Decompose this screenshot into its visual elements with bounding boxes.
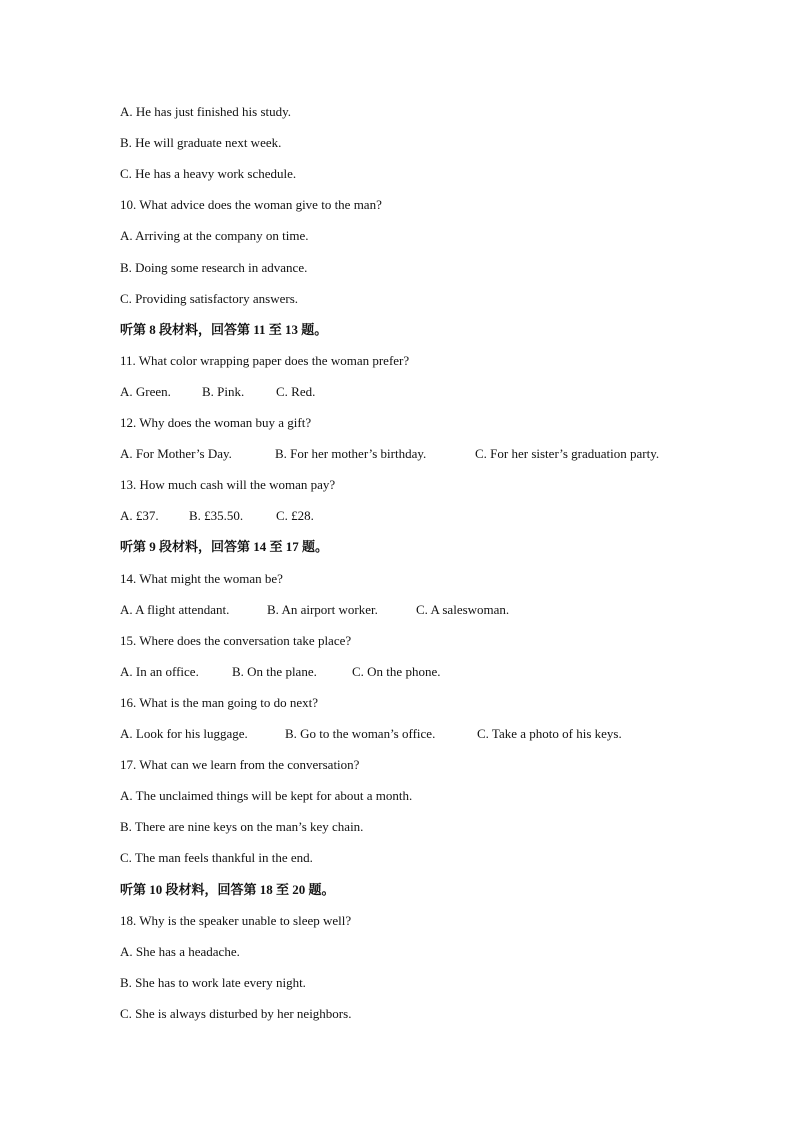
text-line: C. He has a heavy work schedule. xyxy=(120,166,297,181)
answer-option: A. In an office. xyxy=(120,664,199,679)
text-line: A. He has just finished his study. xyxy=(120,104,292,119)
text-line: B. Doing some research in advance. xyxy=(120,260,308,275)
text-line: 13. How much cash will the woman pay? xyxy=(120,477,336,492)
text-line: 11. What color wrapping paper does the woman prefer? xyxy=(120,353,410,368)
answer-option: C. £28. xyxy=(276,508,314,523)
answer-option: A. A flight attendant. xyxy=(120,602,230,617)
text-line: 14. What might the woman be? xyxy=(120,571,283,586)
text-line: 15. Where does the conversation take place? xyxy=(120,633,352,648)
text-line: B. She has to work late every night. xyxy=(120,975,306,990)
text-line: 16. What is the man going to do next? xyxy=(120,695,318,710)
text-line: 10. What advice does the woman give to the man? xyxy=(120,197,382,212)
answer-option: B. £35.50. xyxy=(189,508,244,523)
answer-option: C. Red. xyxy=(276,384,316,399)
answer-option: A. For Mother’s Day. xyxy=(120,446,232,461)
text-line: 18. Why is the speaker unable to sleep well? xyxy=(120,913,352,928)
text-line: A. The unclaimed things will be kept for about a month. xyxy=(120,788,413,803)
answer-option: B. For her mother’s birthday. xyxy=(275,446,427,461)
text-line: B. He will graduate next week. xyxy=(120,135,282,150)
answer-option: C. On the phone. xyxy=(352,664,441,679)
answer-option: B. Pink. xyxy=(202,384,245,399)
text-line: B. There are nine keys on the man’s key chain. xyxy=(120,819,364,834)
answer-option: B. An airport worker. xyxy=(267,602,378,617)
text-line: 17. What can we learn from the conversation? xyxy=(120,757,360,772)
section-heading: 听第 10 段材料，回答第 18 至 20 题。 xyxy=(120,882,335,897)
section-heading: 听第 8 段材料，回答第 11 至 13 题。 xyxy=(120,322,328,337)
answer-option: A. Look for his luggage. xyxy=(120,726,248,741)
answer-option: A. £37. xyxy=(120,508,159,523)
answer-option: C. A saleswoman. xyxy=(416,602,510,617)
text-line: C. The man feels thankful in the end. xyxy=(120,850,313,865)
text-line: 12. Why does the woman buy a gift? xyxy=(120,415,312,430)
answer-option: C. For her sister’s graduation party. xyxy=(475,446,660,461)
answer-option: A. Green. xyxy=(120,384,171,399)
text-line: C. Providing satisfactory answers. xyxy=(120,291,299,306)
answer-option: B. On the plane. xyxy=(232,664,317,679)
text-line: A. Arriving at the company on time. xyxy=(120,228,309,243)
answer-option: B. Go to the woman’s office. xyxy=(285,726,436,741)
text-line: C. She is always disturbed by her neighbors. xyxy=(120,1006,352,1021)
text-line: A. She has a headache. xyxy=(120,944,240,959)
section-heading: 听第 9 段材料，回答第 14 至 17 题。 xyxy=(120,539,329,554)
answer-option: C. Take a photo of his keys. xyxy=(477,726,622,741)
